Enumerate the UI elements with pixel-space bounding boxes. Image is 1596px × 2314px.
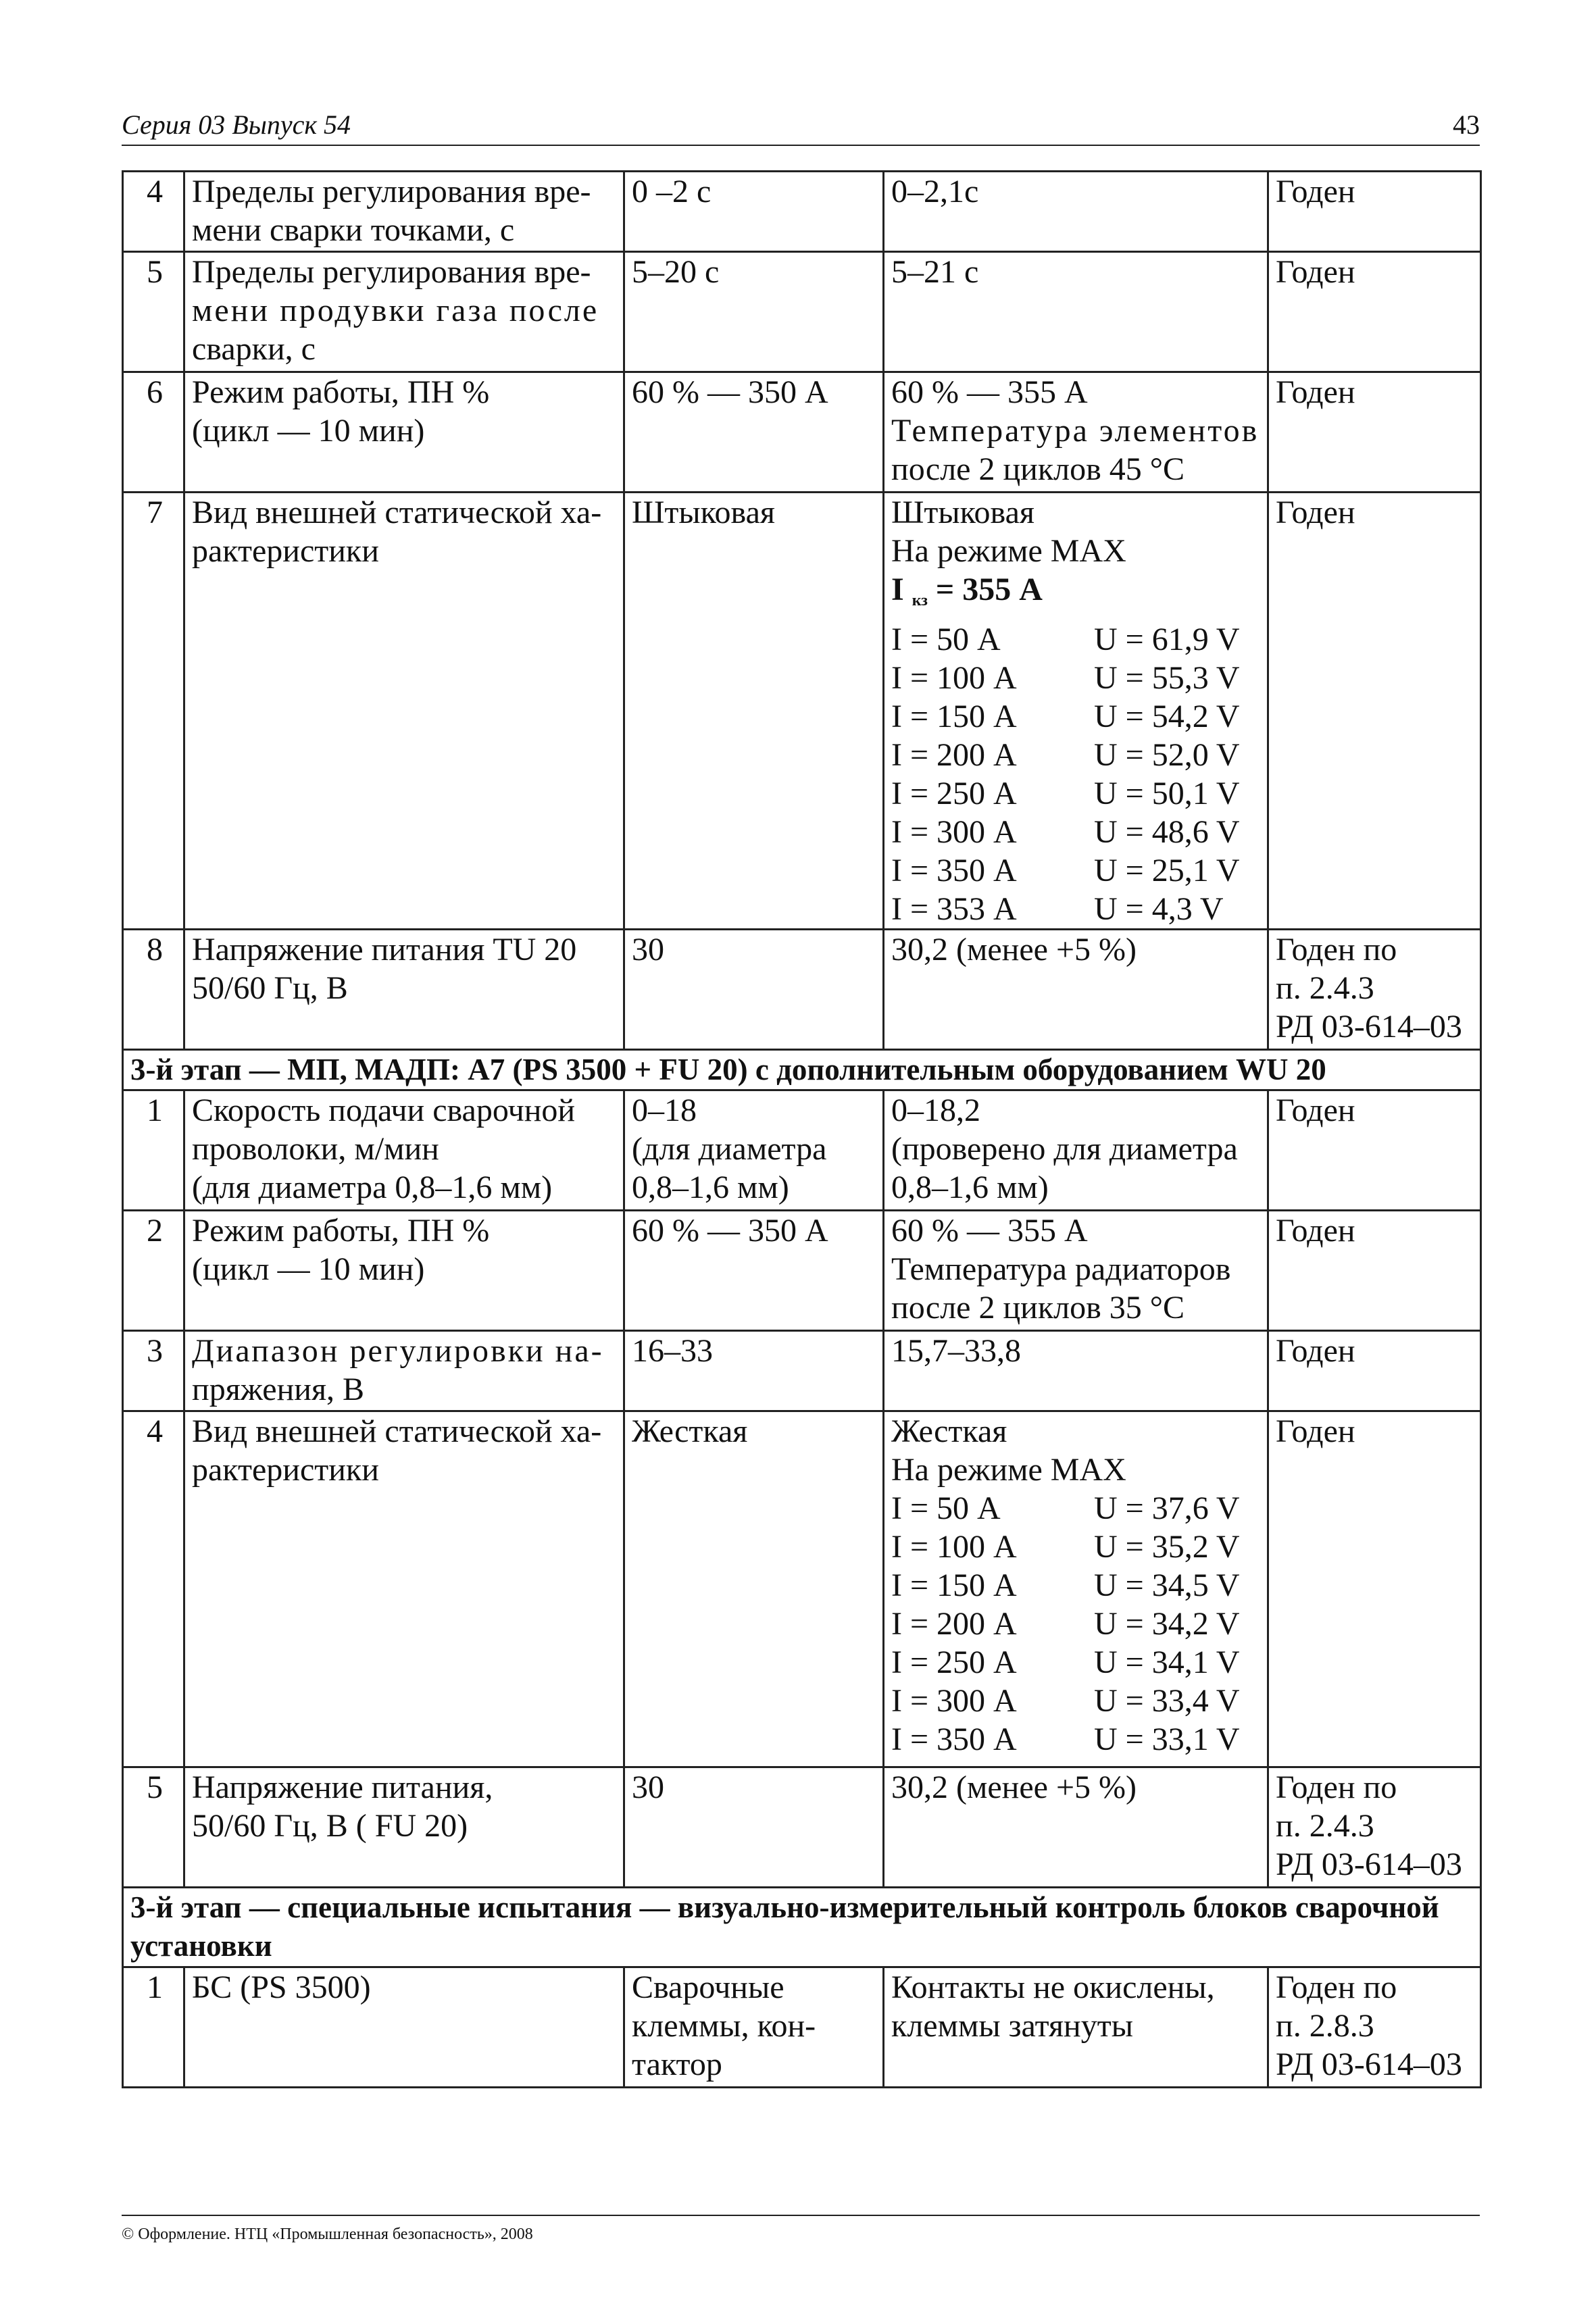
cell-line: БС (PS 3500) [192,1969,371,2005]
current-voltage-pair [891,1566,1263,1605]
parameter-cell [184,930,624,1050]
voltage-value: U = 52,0 V [1094,737,1240,773]
norm-cell [624,493,884,930]
result-cell [1268,252,1481,372]
ikz-value: = 355 А [935,572,1043,607]
current-value: I = 350 А [891,1721,1017,1757]
current-value: I = 150 А [891,699,1017,734]
fact-cell [884,1211,1268,1331]
cell-line: Годен по [1276,1769,1397,1805]
table-row [123,172,1481,252]
current-value: I = 50 А [891,622,1001,657]
table-row [123,1090,1481,1211]
row-number: 5 [123,1767,184,1888]
row-number: 1 [123,1090,184,1211]
voltage-value: U = 50,1 V [1094,776,1240,811]
fact-cell [884,930,1268,1050]
current-value: I = 353 А [891,891,1017,927]
cell-line: Жесткая [891,1413,1007,1449]
cell-line: Пределы регулирования вре- [192,254,591,290]
cell-line: Температура элементов [891,413,1260,449]
norm-cell [624,1411,884,1767]
current-voltage-pair [891,736,1263,774]
cell-line: Температура радиаторов [891,1251,1231,1287]
current-value: I = 300 А [891,1683,1017,1719]
test-results-table [122,170,1482,2088]
cell-line: РД 03-614–03 [1276,1009,1462,1045]
norm-cell [624,1090,884,1211]
result-cell [1268,1967,1481,2088]
cell-line: п. 2.4.3 [1276,970,1374,1006]
parameter-cell [184,1411,624,1767]
cell-line: Вид внешней статической ха- [192,1413,602,1449]
series-title: Серия 03 Выпуск 54 [122,109,351,140]
cell-line: 30 [632,1769,664,1805]
table-row [123,1967,1481,2088]
voltage-value: U = 54,2 V [1094,699,1240,734]
voltage-value: U = 33,4 V [1094,1683,1240,1719]
cell-line: Режим работы, ПН % [192,1213,490,1249]
fact-cell [884,372,1268,493]
current-voltage-pair [891,1643,1263,1682]
page-header [122,108,1480,146]
parameter-cell [184,1967,624,2088]
voltage-value: U = 33,1 V [1094,1721,1240,1757]
short-circuit-current [891,570,1263,620]
cell-line: мени сварки точками, с [192,212,515,248]
current-value: I = 250 А [891,776,1017,811]
current-voltage-pair [891,1720,1263,1759]
cell-line: после 2 циклов 45 °С [891,451,1184,487]
section-title-line: 3-й этап — специальные испытания — визуально-измерительный контроль блоков сварочной [130,1890,1439,1924]
voltage-value: U = 34,5 V [1094,1567,1240,1603]
cell-line: тактор [632,2046,722,2082]
cell-line: 30,2 (менее +5 %) [891,1769,1137,1805]
norm-cell [624,372,884,493]
parameter-cell [184,1211,624,1331]
ikz-prefix: I [891,572,904,607]
section-title-line: установки [130,1929,272,1963]
parameter-cell [184,252,624,372]
parameter-cell [184,1090,624,1211]
cell-line: Пределы регулирования вре- [192,174,591,209]
norm-cell [624,252,884,372]
cell-line: Напряжение питания TU 20 [192,932,577,967]
cell-line: 0,8–1,6 мм) [891,1169,1049,1205]
cell-line: 50/60 Гц, В ( FU 20) [192,1808,468,1844]
cell-line: 0–2,1с [891,174,979,209]
parameter-cell [184,1767,624,1888]
current-value: I = 350 А [891,853,1017,888]
cell-line: 0–18 [632,1092,697,1128]
cell-line: Годен [1276,374,1355,410]
cell-line: 30 [632,932,664,967]
cell-line: На режиме MAX [891,1452,1126,1488]
cell-line: 30,2 (менее +5 %) [891,932,1137,967]
cell-line: Годен [1276,1092,1355,1128]
cell-line: п. 2.4.3 [1276,1808,1374,1844]
norm-cell [624,930,884,1050]
section-header-row [123,1888,1481,1967]
table-row [123,1411,1481,1767]
table-row [123,930,1481,1050]
fact-cell [884,1090,1268,1211]
ikz-subscript: кз [912,592,928,609]
norm-cell [624,172,884,252]
cell-line: Годен [1276,1333,1355,1369]
cell-line: Напряжение питания, [192,1769,493,1805]
cell-line: Годен [1276,1413,1355,1449]
cell-line: РД 03-614–03 [1276,2046,1462,2082]
cell-line: Скорость подачи сварочной [192,1092,576,1128]
current-value: I = 100 А [891,660,1017,696]
current-voltage-pair [891,1489,1263,1528]
fact-cell [884,172,1268,252]
cell-line: Штыковая [891,495,1034,530]
row-number: 5 [123,252,184,372]
result-cell [1268,1767,1481,1888]
cell-line: 60 % — 355 А [891,1213,1088,1249]
row-number: 7 [123,493,184,930]
result-cell [1268,1411,1481,1767]
current-value: I = 100 А [891,1529,1017,1565]
cell-line: (цикл — 10 мин) [192,413,425,449]
result-cell [1268,1090,1481,1211]
current-voltage-pair [891,774,1263,813]
table-row [123,493,1481,930]
current-voltage-pair [891,813,1263,851]
cell-line: Сварочные [632,1969,784,2005]
fact-cell [884,493,1268,930]
table-row [123,252,1481,372]
result-cell [1268,372,1481,493]
cell-line: Годен по [1276,932,1397,967]
current-value: I = 300 А [891,814,1017,850]
fact-cell [884,252,1268,372]
voltage-value: U = 34,2 V [1094,1606,1240,1642]
cell-line: Режим работы, ПН % [192,374,490,410]
result-cell [1268,493,1481,930]
table-row [123,1767,1481,1888]
cell-line: мени продувки газа после [192,293,599,328]
section-title [123,1888,1481,1967]
cell-line: рактеристики [192,1452,379,1488]
cell-line: после 2 циклов 35 °С [891,1290,1184,1326]
fact-cell [884,1411,1268,1767]
cell-line: 50/60 Гц, В [192,970,348,1006]
cell-line: Годен [1276,254,1355,290]
section-title: 3-й этап — МП, МАДП: А7 (PS 3500 + FU 20) с дополнительным оборудованием WU 20 [123,1050,1481,1090]
cell-line: (цикл — 10 мин) [192,1251,425,1287]
cell-line: проволоки, м/мин [192,1131,439,1167]
fact-cell [884,1331,1268,1411]
row-number: 3 [123,1331,184,1411]
current-value: I = 200 А [891,737,1017,773]
cell-line: 60 % — 350 А [632,1213,828,1249]
cell-line: 5–20 с [632,254,720,290]
row-number: 8 [123,930,184,1050]
cell-line: Контакты не окислены, [891,1969,1215,2005]
current-voltage-pair [891,697,1263,736]
row-number: 6 [123,372,184,493]
cell-line: Жесткая [632,1413,748,1449]
cell-line: 0–18,2 [891,1092,980,1128]
cell-line: Вид внешней статической ха- [192,495,602,530]
cell-line: 16–33 [632,1333,713,1369]
table-row [123,1331,1481,1411]
voltage-value: U = 34,1 V [1094,1644,1240,1680]
row-number: 4 [123,1411,184,1767]
parameter-cell [184,493,624,930]
voltage-value: U = 35,2 V [1094,1529,1240,1565]
parameter-cell [184,1331,624,1411]
cell-line: (для диаметра [632,1131,827,1167]
current-voltage-pair [891,620,1263,659]
cell-line: (для диаметра 0,8–1,6 мм) [192,1169,553,1205]
current-value: I = 200 А [891,1606,1017,1642]
current-voltage-pair [891,851,1263,890]
result-cell [1268,930,1481,1050]
cell-line: сварки, с [192,331,316,367]
fact-cell [884,1767,1268,1888]
row-number: 2 [123,1211,184,1331]
cell-line: Годен [1276,1213,1355,1249]
fact-cell [884,1967,1268,2088]
cell-line: Годен по [1276,1969,1397,2005]
cell-line: 0 –2 с [632,174,712,209]
cell-line: 15,7–33,8 [891,1333,1021,1369]
norm-cell [624,1767,884,1888]
current-voltage-pair [891,890,1263,928]
voltage-value: U = 25,1 V [1094,853,1240,888]
cell-line: 60 % — 355 А [891,374,1088,410]
voltage-value: U = 55,3 V [1094,660,1240,696]
parameter-cell [184,172,624,252]
current-voltage-pair [891,1682,1263,1720]
current-voltage-pair [891,1528,1263,1566]
cell-line: п. 2.8.3 [1276,2008,1374,2044]
cell-line: Годен [1276,495,1355,530]
result-cell [1268,1331,1481,1411]
current-voltage-pair [891,1605,1263,1643]
norm-cell [624,1331,884,1411]
current-value: I = 50 А [891,1490,1001,1526]
section-header-row [123,1050,1481,1090]
cell-line: рактеристики [192,533,379,569]
cell-line: 0,8–1,6 мм) [632,1169,789,1205]
table-row [123,372,1481,493]
cell-line: 5–21 с [891,254,979,290]
page-number: 43 [1453,109,1480,140]
cell-line: (проверено для диаметра [891,1131,1238,1167]
cell-line: 60 % — 350 А [632,374,828,410]
copyright-text: © Оформление. НТЦ «Промышленная безопасность», 2008 [122,2225,533,2243]
cell-line: Годен [1276,174,1355,209]
result-cell [1268,1211,1481,1331]
voltage-value: U = 37,6 V [1094,1490,1240,1526]
voltage-value: U = 61,9 V [1094,622,1240,657]
row-number: 4 [123,172,184,252]
voltage-value: U = 48,6 V [1094,814,1240,850]
parameter-cell [184,372,624,493]
cell-line: Диапазон регулировки на- [192,1333,604,1369]
norm-cell [624,1211,884,1331]
current-value: I = 150 А [891,1567,1017,1603]
norm-cell [624,1967,884,2088]
current-voltage-pair [891,659,1263,697]
cell-line: клеммы, кон- [632,2008,816,2044]
table-row [123,1211,1481,1331]
cell-line: клеммы затянуты [891,2008,1133,2044]
cell-line: пряжения, В [192,1372,365,1407]
cell-line: Штыковая [632,495,775,530]
voltage-value: U = 4,3 V [1094,891,1224,927]
result-cell [1268,172,1481,252]
row-number: 1 [123,1967,184,2088]
current-value: I = 250 А [891,1644,1017,1680]
cell-line: РД 03-614–03 [1276,1846,1462,1882]
cell-line: На режиме MAX [891,533,1126,569]
page-footer [122,2215,1480,2243]
